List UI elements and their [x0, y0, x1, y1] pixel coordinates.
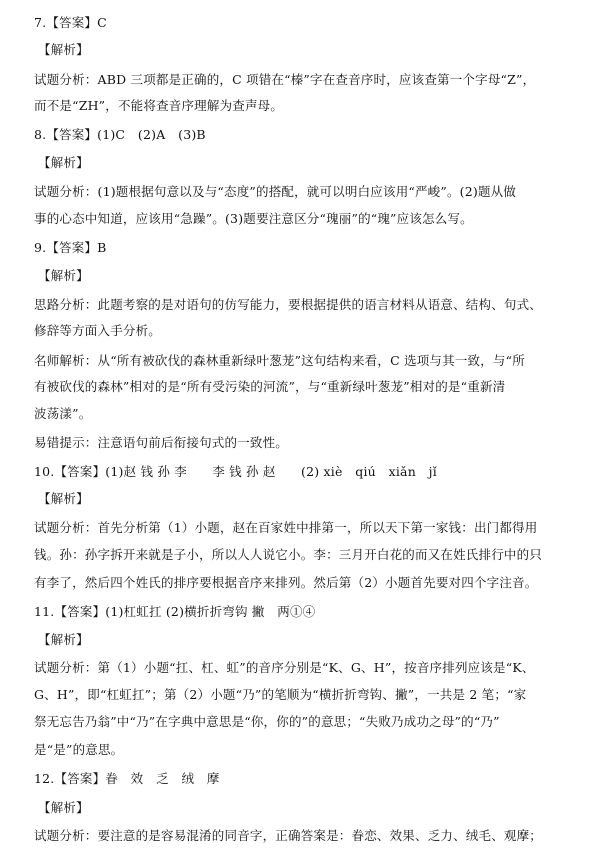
q8-analysis-heading: 【解析】 [38, 155, 89, 170]
q10-analysis-heading: 【解析】 [38, 491, 89, 506]
q8-analysis-line-1: 试题分析：(1)题根据句意以及与“态度”的搭配，就可以明白应该用“严峻”。(2)题从做 [34, 184, 517, 199]
q9-analysis-line-1: 思路分析：此题考察的是对语句的仿写能力，要根据提供的语言材料从语意、结构、句式、 [34, 297, 543, 312]
q11-analysis-line-3: 祭无忘告乃翁”中“乃”在字典中意思是“你，你的”的意思；“失败乃成功之母”的“乃” [34, 714, 500, 729]
q11-analysis-line-2: G、H”，即“杠虹扛”；第（2）小题“乃”的笔顺为“横折折弯钩、撇”，一共是 2 笔；“家 [34, 687, 527, 702]
q12-analysis-heading: 【解析】 [38, 800, 89, 815]
q8-analysis-line-2: 事的心态中知道，应该用“急躁”。(3)题要注意区分“瑰丽”的“瑰”应该怎么写。 [34, 211, 473, 226]
q10-answer: 10.【答案】(1)赵 钱 孙 李 李 钱 孙 赵 (2) xiè qiú xiǎn jǐ [34, 464, 437, 479]
q12-answer: 12.【答案】眷 效 乏 绒 摩 [34, 771, 220, 786]
q9-analysis-line-4: 有被砍伐的森林”相对的是“所有受污染的河流”，与“重新绿叶葱茏”相对的是“重新清 [34, 379, 506, 394]
q7-analysis-line-2: 而不是“ZH”，不能将查音序理解为查声母。 [34, 98, 284, 113]
q10-analysis-line-3: 有李了，然后四个姓氏的排序要根据音序来排列。然后第（2）小题首先要对四个字注音。 [34, 575, 538, 590]
q12-analysis-line-1: 试题分析：要注意的是容易混淆的同音字，正确答案是：眷恋、效果、乏力、绒毛、观摩； [34, 828, 543, 843]
q9-analysis-line-2: 修辞等方面入手分析。 [34, 323, 162, 338]
q9-tip: 易错提示：注意语句前后衔接句式的一致性。 [34, 435, 289, 450]
q11-analysis-heading: 【解析】 [38, 632, 89, 647]
q10-analysis-line-1: 试题分析：首先分析第（1）小题，赵在百家姓中排第一，所以天下第一家钱：出门都得用 [34, 520, 538, 535]
q9-answer: 9.【答案】B [34, 240, 107, 255]
q7-analysis-line-1: 试题分析：ABD 三项都是正确的，C 项错在“榛”字在查音序时，应该查第一个字母“Z”， [34, 72, 536, 87]
q11-analysis-line-4: 是“是”的意思。 [34, 742, 124, 757]
q9-analysis-line-3: 名师解析：从“所有被砍伐的森林重新绿叶葱茏”这句结构来看，C 选项与其一致，与“所 [34, 353, 525, 368]
q9-analysis-heading: 【解析】 [38, 268, 89, 283]
q7-analysis-heading: 【解析】 [38, 42, 89, 57]
q9-analysis-line-5: 波荡漾”。 [34, 406, 92, 421]
q11-analysis-line-1: 试题分析：第（1）小题“扛、杠、虹”的音序分别是“K、G、H”，按音序排列应该是“K、 [34, 660, 535, 675]
q8-answer: 8.【答案】(1)C (2)A (3)B [34, 127, 206, 142]
q10-analysis-line-2: 钱。孙：孙字拆开来就是子小，所以人人说它小。李：三月开白花的而又在姓氏排行中的只 [34, 547, 543, 562]
q11-answer: 11.【答案】(1)杠虹扛 (2)横折折弯钩 撇 两①④ [34, 604, 316, 619]
q7-answer: 7.【答案】C [34, 15, 107, 30]
